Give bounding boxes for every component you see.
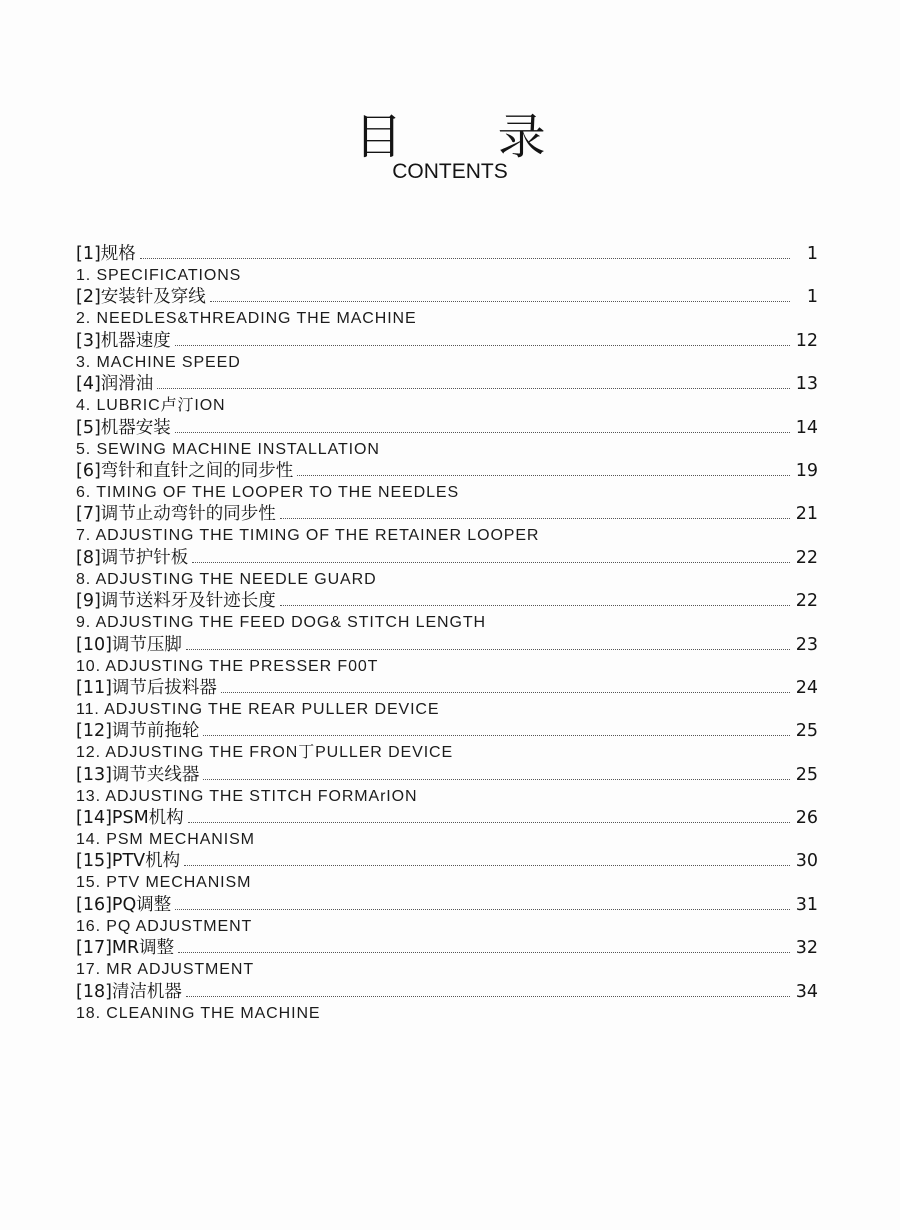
toc-entry-title: [8]调节护针板: [76, 547, 189, 568]
toc-entry-english: 11. ADJUSTING THE REAR PULLER DEVICE: [76, 700, 440, 718]
toc-page-number: 26: [795, 808, 818, 829]
toc-page-number: 34: [795, 981, 818, 1002]
toc-entry-line: [76, 373, 818, 395]
toc-entry[interactable]: [76, 764, 818, 807]
table-of-contents: [76, 243, 818, 1024]
toc-entry-line: [76, 590, 818, 612]
toc-page-number: 30: [795, 851, 818, 872]
toc-entry[interactable]: [76, 373, 818, 416]
toc-page-number: 19: [795, 460, 818, 481]
toc-page-number: 25: [795, 764, 818, 785]
dot-leader: [178, 951, 790, 953]
toc-entry-english: 15. PTV MECHANISM: [76, 874, 252, 892]
toc-entry-title: [15]PTV机构: [76, 851, 181, 872]
toc-page-number: 1: [806, 287, 818, 308]
dot-leader: [203, 734, 790, 736]
toc-entry[interactable]: [76, 634, 818, 677]
page-title-english: CONTENTS: [392, 160, 508, 183]
toc-entry-english: 5. SEWING MACHINE INSTALLATION: [76, 440, 380, 458]
toc-entry-line: [76, 981, 818, 1003]
toc-entry[interactable]: [76, 330, 818, 373]
toc-entry-line: [76, 764, 818, 786]
toc-entry-line: [76, 634, 818, 656]
toc-entry-english: 6. TIMING OF THE LOOPER TO THE NEEDLES: [76, 483, 460, 501]
toc-entry-line: [76, 547, 818, 569]
toc-entry-title: [11]调节后拔料器: [76, 677, 217, 698]
toc-entry-line: [76, 330, 818, 352]
dot-leader: [175, 344, 790, 346]
dot-leader: [210, 300, 790, 302]
toc-entry-line: [76, 850, 818, 872]
toc-entry-title: [9]调节送料牙及针迹长度: [76, 591, 276, 612]
toc-entry-english: 8. ADJUSTING THE NEEDLE GUARD: [76, 570, 377, 588]
dot-leader: [175, 908, 790, 910]
toc-entry-title: [12]调节前拖轮: [76, 721, 200, 742]
toc-page-number: 13: [795, 374, 818, 395]
toc-entry-english: 2. NEEDLES&THREADING THE MACHINE: [76, 310, 417, 328]
toc-entry-english: 9. ADJUSTING THE FEED DOG& STITCH LENGTH: [76, 614, 486, 632]
toc-entry[interactable]: [76, 894, 818, 937]
toc-entry[interactable]: [76, 981, 818, 1024]
toc-entry[interactable]: [76, 286, 818, 329]
dot-leader: [192, 561, 790, 563]
dot-leader: [186, 995, 790, 997]
toc-page-number: 12: [795, 330, 818, 351]
dot-leader: [188, 821, 790, 823]
dot-leader: [186, 648, 790, 650]
toc-page-number: 22: [795, 547, 818, 568]
toc-entry-line: [76, 286, 818, 308]
toc-entry-english: 17. MR ADJUSTMENT: [76, 961, 254, 979]
dot-leader: [175, 431, 790, 433]
toc-entry[interactable]: [76, 417, 818, 460]
toc-entry-line: [76, 720, 818, 742]
toc-entry-english: 14. PSM MECHANISM: [76, 831, 255, 849]
toc-entry-english: 13. ADJUSTING THE STITCH FORMArION: [76, 787, 418, 805]
toc-entry[interactable]: [76, 590, 818, 633]
toc-entry-english: 3. MACHINE SPEED: [76, 353, 241, 371]
toc-entry-line: [76, 503, 818, 525]
toc-entry[interactable]: [76, 807, 818, 850]
dot-leader: [157, 387, 790, 389]
toc-entry[interactable]: [76, 720, 818, 763]
toc-entry-title: [6]弯针和直针之间的同步性: [76, 460, 294, 481]
toc-entry-title: [14]PSM机构: [76, 808, 184, 829]
toc-entry-english: 7. ADJUSTING THE TIMING OF THE RETAINER LOOPER: [76, 527, 540, 545]
toc-entry-title: [7]调节止动弯针的同步性: [76, 504, 276, 525]
toc-entry[interactable]: [76, 547, 818, 590]
toc-entry-title: [16]PQ调整: [76, 894, 172, 915]
toc-entry-title: [1]规格: [76, 244, 136, 264]
toc-entry-title: [13]调节夹线器: [76, 764, 200, 785]
toc-entry[interactable]: [76, 503, 818, 546]
toc-entry-line: [76, 677, 818, 699]
toc-entry-title: [18]清洁机器: [76, 981, 182, 1002]
toc-entry-line: [76, 417, 818, 439]
toc-entry-english: 18. CLEANING THE MACHINE: [76, 1004, 321, 1022]
dot-leader: [297, 474, 790, 476]
toc-entry[interactable]: [76, 850, 818, 893]
toc-entry-title: [10]调节压脚: [76, 634, 182, 655]
toc-entry-line: [76, 937, 818, 959]
toc-page-number: 23: [795, 634, 818, 655]
toc-page-number: 31: [795, 894, 818, 915]
toc-entry-title: [4]润滑油: [76, 374, 154, 395]
toc-entry-title: [17]MR调整: [76, 938, 175, 959]
toc-page-number: 24: [795, 677, 818, 698]
toc-entry-title: [3]机器速度: [76, 330, 171, 351]
toc-entry[interactable]: [76, 937, 818, 980]
toc-entry-english: 4. LUBRIC卢汀ION: [76, 397, 226, 415]
toc-entry[interactable]: [76, 677, 818, 720]
toc-page-number: 1: [806, 244, 818, 264]
toc-entry-title: [2]安装针及穿线: [76, 287, 206, 308]
toc-entry-english: 1. SPECIFICATIONS: [76, 267, 242, 284]
toc-page-number: 14: [795, 417, 818, 438]
toc-entry-title: [5]机器安装: [76, 417, 171, 438]
toc-entry-line: [76, 243, 818, 265]
dot-leader: [184, 864, 790, 866]
dot-leader: [280, 604, 790, 606]
toc-page-number: 21: [795, 504, 818, 525]
toc-entry-line: [76, 894, 818, 916]
dot-leader: [140, 257, 790, 259]
toc-entry-english: 16. PQ ADJUSTMENT: [76, 917, 253, 935]
toc-entry[interactable]: [76, 460, 818, 503]
toc-page-number: 25: [795, 721, 818, 742]
toc-page-number: 22: [795, 591, 818, 612]
toc-entry-english: 12. ADJUSTING THE FRON丁PULLER DEVICE: [76, 744, 454, 762]
toc-entry-english: 10. ADJUSTING THE PRESSER F00T: [76, 657, 379, 675]
toc-entry-line: [76, 460, 818, 482]
page-title-chinese: 目 录: [354, 109, 586, 165]
dot-leader: [203, 778, 790, 780]
toc-entry-line: [76, 807, 818, 829]
dot-leader: [221, 691, 790, 693]
toc-entry[interactable]: [76, 243, 818, 286]
dot-leader: [280, 517, 790, 519]
toc-page-number: 32: [795, 938, 818, 959]
